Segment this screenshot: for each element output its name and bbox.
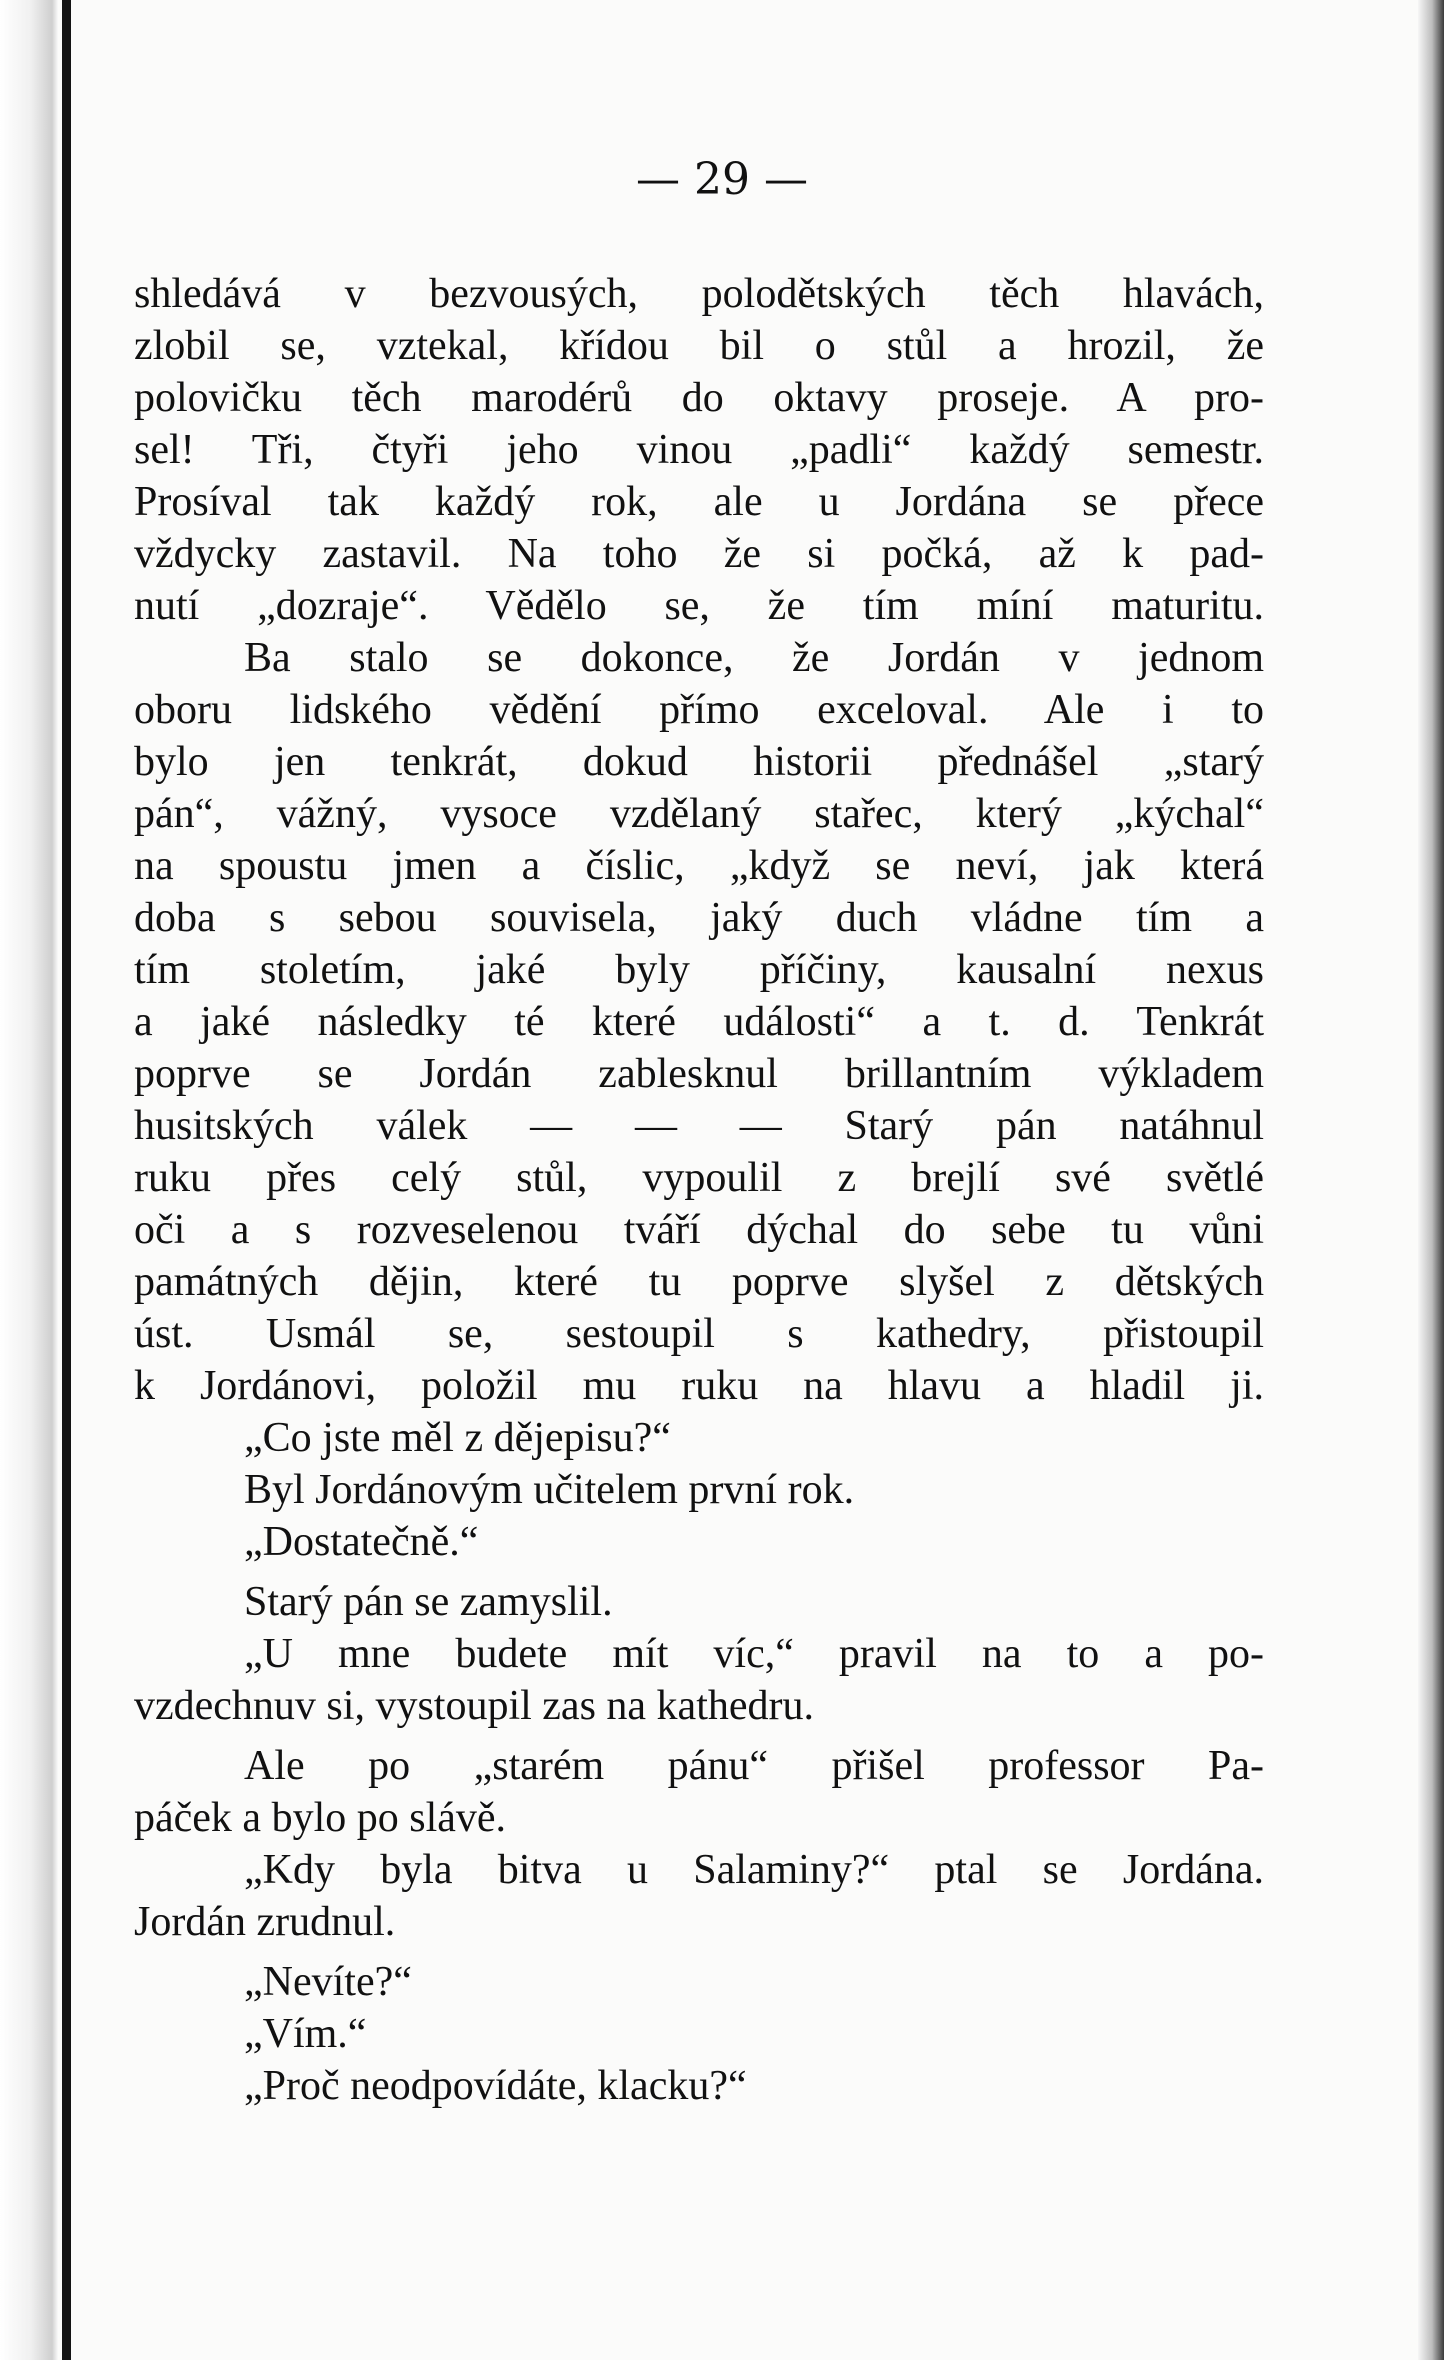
text-line: oči a s rozveselenou tváří dýchal do sebe tu vůni <box>134 1207 1264 1253</box>
binding-edge <box>0 0 58 2360</box>
text-line: „Kdy byla bitva u Salaminy?“ ptal se Jordána. <box>244 1847 1264 1893</box>
text-line: sel! Tři, čtyři jeho vinou „padli“ každý semestr. <box>134 427 1264 473</box>
text-line: k Jordánovi, položil mu ruku na hlavu a hladil ji. <box>134 1363 1264 1409</box>
page-number: — 29 — <box>636 154 808 205</box>
text-line: vzdechnuv si, vystoupil zas na kathedru. <box>134 1683 814 1729</box>
text-line: tím stoletím, jaké byly příčiny, kausalní nexus <box>134 947 1264 993</box>
page-edge <box>1418 0 1444 2360</box>
text-line: pán“, vážný, vysoce vzdělaný stařec, který „kýchal“ <box>134 791 1264 837</box>
binding-line <box>62 0 71 2360</box>
text-line: polovičku těch marodérů do oktavy proseje. A pro- <box>134 375 1264 421</box>
text-line: bylo jen tenkrát, dokud historii přednášel „starý <box>134 739 1264 785</box>
text-line: „U mne budete mít víc,“ pravil na to a po- <box>244 1631 1264 1677</box>
text-line: „Co jste měl z dějepisu?“ <box>244 1415 671 1461</box>
text-line: Starý pán se zamyslil. <box>244 1579 613 1625</box>
text-line: a jaké následky té které události“ a t. d. Tenkrát <box>134 999 1264 1045</box>
text-line: „Vím.“ <box>244 2011 367 2057</box>
text-line: ruku přes celý stůl, vypoulil z brejlí své světlé <box>134 1155 1264 1201</box>
text-line: na spoustu jmen a číslic, „když se neví, jak která <box>134 843 1264 889</box>
text-line: „Proč neodpovídáte, klacku?“ <box>244 2063 747 2109</box>
text-line: Ba stalo se dokonce, že Jordán v jednom <box>244 635 1264 681</box>
text-line: „Nevíte?“ <box>244 1959 412 2005</box>
text-line: Prosíval tak každý rok, ale u Jordána se přece <box>134 479 1264 525</box>
text-line: „Dostatečně.“ <box>244 1519 479 1565</box>
text-line: nutí „dozraje“. Vědělo se, že tím míní maturitu. <box>134 583 1264 629</box>
text-line: vždycky zastavil. Na toho že si počká, až k pad- <box>134 531 1264 577</box>
text-line: památných dějin, které tu poprve slyšel z dětských <box>134 1259 1264 1305</box>
body-text <box>134 268 1264 2112</box>
text-line: zlobil se, vztekal, křídou bil o stůl a hrozil, že <box>134 323 1264 369</box>
text-line: páček a bylo po slávě. <box>134 1795 507 1841</box>
text-line: shledává v bezvousých, polodětských těch hlavách, <box>134 271 1264 317</box>
text-line: husitských válek — — — Starý pán natáhnul <box>134 1103 1264 1149</box>
text-line: oboru lidského vědění přímo exceloval. Ale i to <box>134 687 1264 733</box>
text-line: doba s sebou souvisela, jaký duch vládne tím a <box>134 895 1264 941</box>
text-line: Jordán zrudnul. <box>134 1899 396 1945</box>
text-line: Byl Jordánovým učitelem první rok. <box>244 1467 855 1513</box>
text-line: úst. Usmál se, sestoupil s kathedry, přistoupil <box>134 1311 1264 1357</box>
text-line: poprve se Jordán zablesknul brillantním výkladem <box>134 1051 1264 1097</box>
text-line: Ale po „starém pánu“ přišel professor Pa- <box>244 1743 1264 1789</box>
